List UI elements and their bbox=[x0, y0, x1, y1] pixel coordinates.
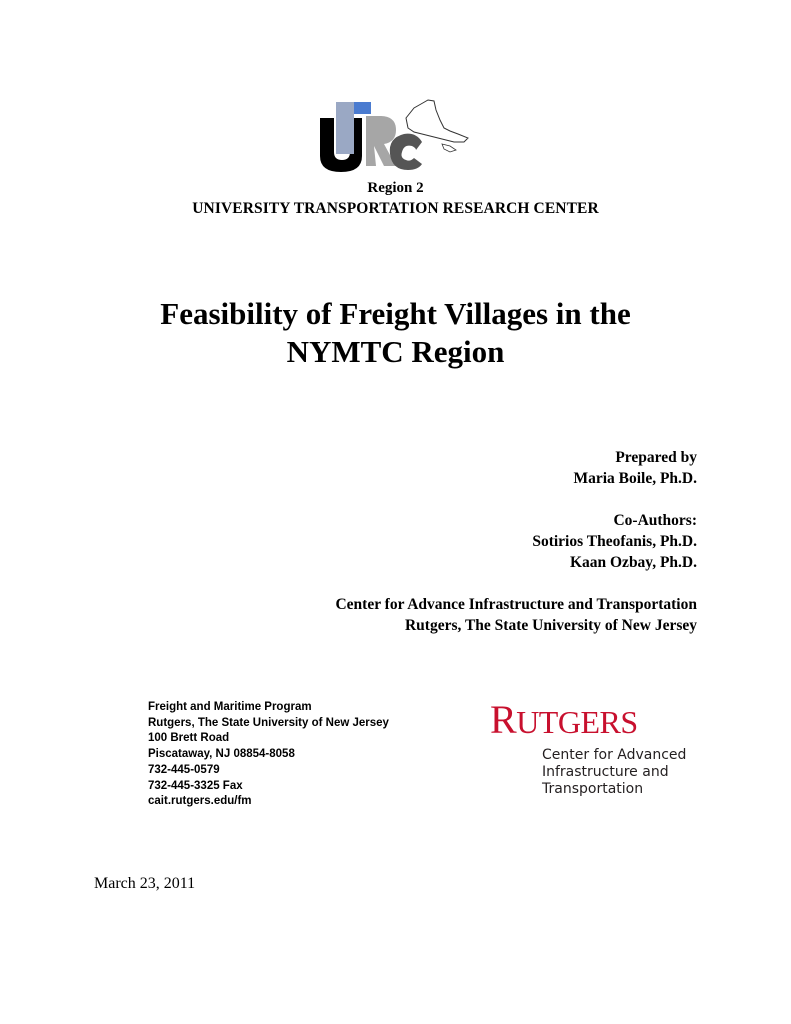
report-title-line-2: NYMTC Region bbox=[286, 334, 505, 369]
contact-fax: 732-445-3325 Fax bbox=[148, 779, 243, 792]
coauthor-name: Sotirios Theofanis, Ph.D. bbox=[532, 533, 697, 550]
contact-line: Freight and Maritime Program bbox=[148, 701, 312, 713]
report-date: March 23, 2011 bbox=[94, 875, 196, 892]
rutgers-wordmark-rest: UTGERS bbox=[516, 704, 638, 740]
rutgers-logo-wordmark bbox=[490, 697, 638, 742]
coauthors-block bbox=[532, 510, 697, 573]
region-label: Region 2 bbox=[367, 180, 424, 196]
utrc-logo bbox=[318, 98, 474, 172]
primary-author: Maria Boile, Ph.D. bbox=[573, 470, 697, 487]
prepared-by-block bbox=[573, 447, 697, 489]
rutgers-logo-subtitle bbox=[542, 747, 686, 798]
report-title bbox=[0, 295, 791, 371]
coauthors-label: Co-Authors: bbox=[613, 512, 697, 529]
affiliation-center: Center for Advance Infrastructure and Transportation bbox=[335, 596, 697, 613]
contact-line: Piscataway, NJ 08854-8058 bbox=[148, 748, 295, 761]
report-title-line-1: Feasibility of Freight Villages in the bbox=[160, 296, 631, 331]
utrc-c-icon bbox=[390, 134, 422, 170]
contact-phone: 732-445-0579 bbox=[148, 763, 220, 776]
rutgers-wordmark-initial: R bbox=[490, 697, 517, 742]
prepared-by-label: Prepared by bbox=[615, 449, 697, 466]
coauthor-name: Kaan Ozbay, Ph.D. bbox=[569, 554, 697, 571]
research-center-name: UNIVERSITY TRANSPORTATION RESEARCH CENTER bbox=[192, 200, 599, 217]
rutgers-subtitle-line: Center for Advanced bbox=[542, 747, 687, 763]
affiliation-block bbox=[335, 594, 697, 636]
contact-address-block bbox=[148, 700, 389, 810]
contact-line: Rutgers, The State University of New Jersey bbox=[148, 716, 389, 729]
rutgers-subtitle-line: Infrastructure and bbox=[542, 764, 669, 780]
contact-website: cait.rutgers.edu/fm bbox=[148, 795, 252, 808]
rutgers-subtitle-line: Transportation bbox=[542, 781, 644, 797]
affiliation-university: Rutgers, The State University of New Jersey bbox=[404, 617, 697, 634]
contact-line: 100 Brett Road bbox=[148, 732, 230, 745]
